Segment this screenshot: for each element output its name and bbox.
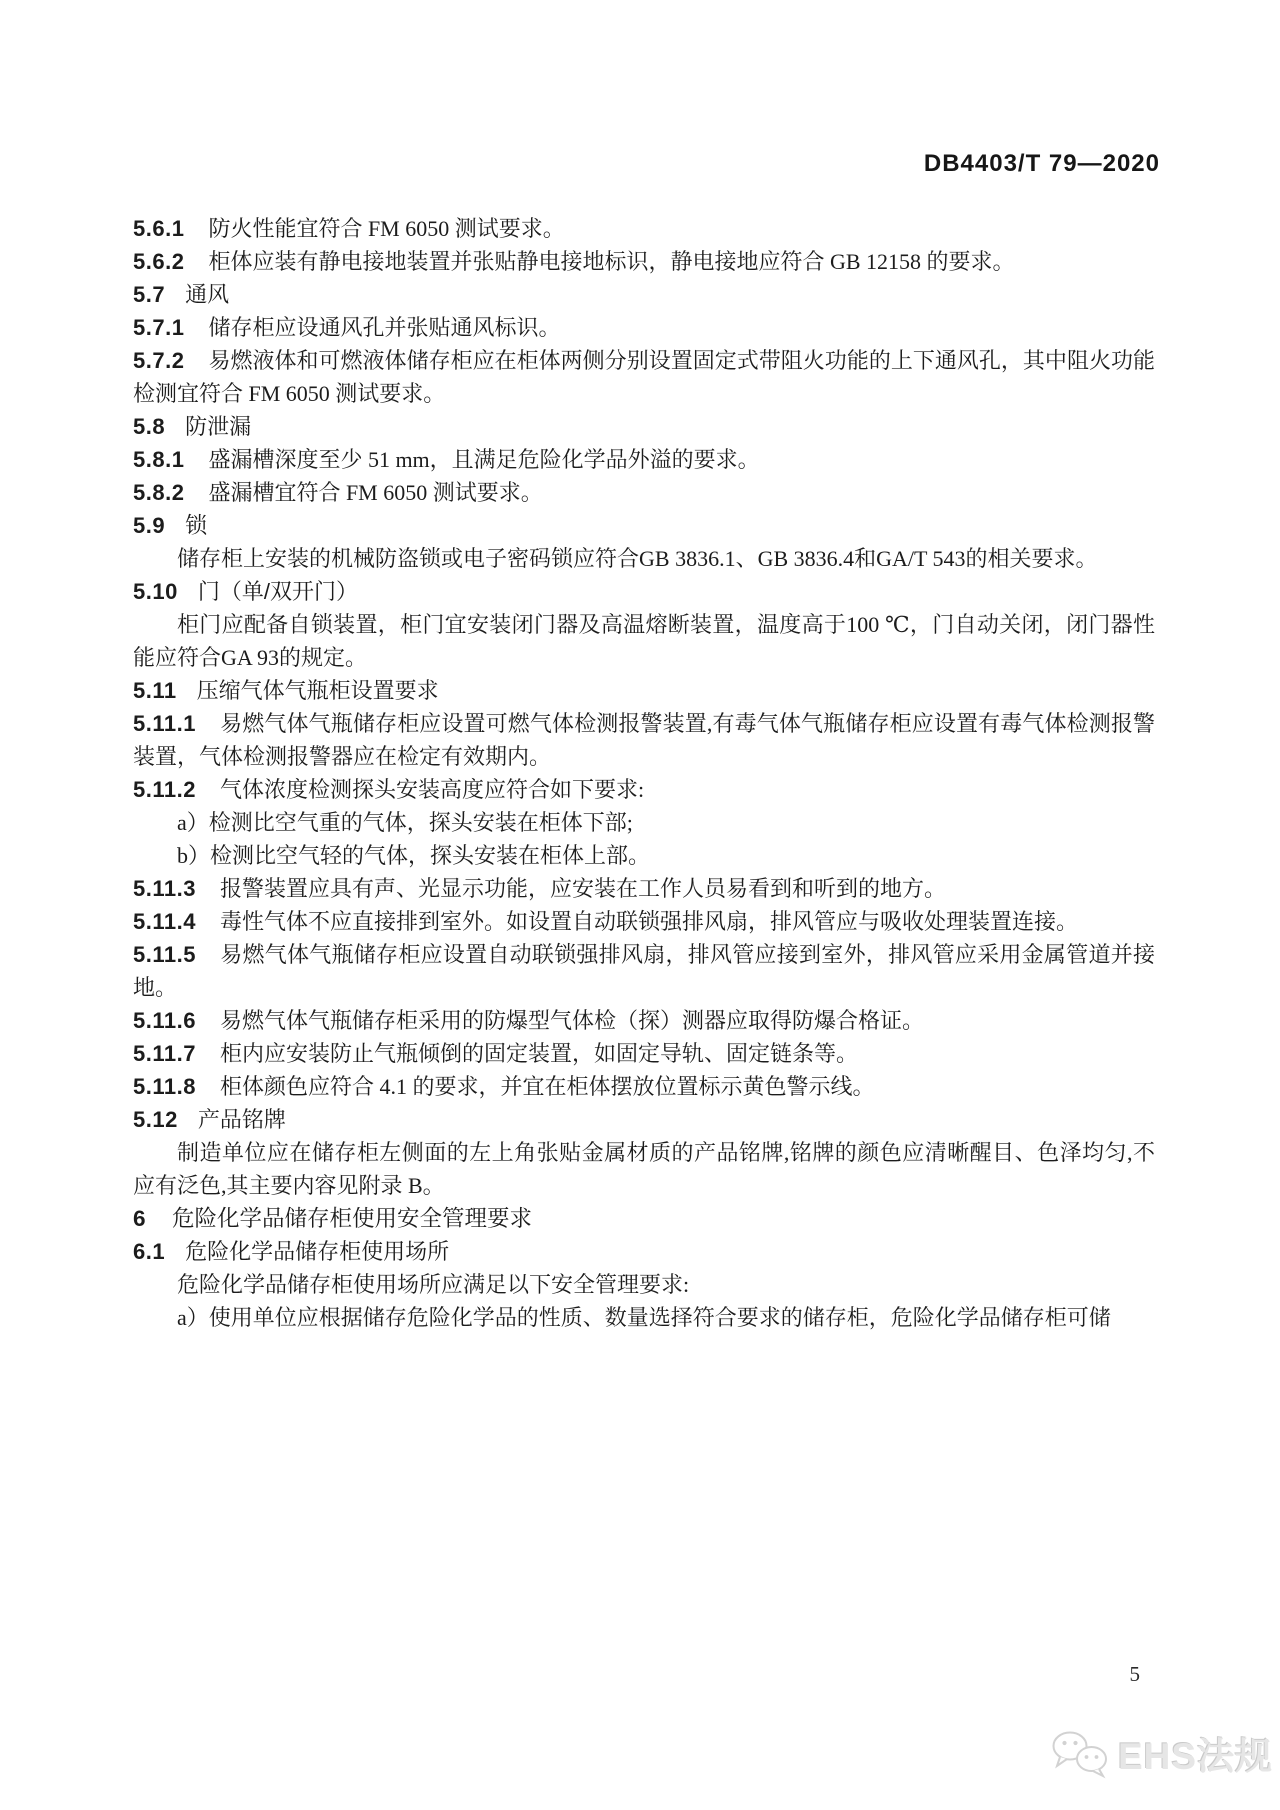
clause-text: 盛漏槽深度至少 51 mm，且满足危险化学品外溢的要求。 <box>208 447 760 472</box>
paragraph <box>133 1268 1155 1301</box>
clause <box>133 476 1155 509</box>
section-heading <box>133 674 1155 707</box>
clause-number: 5.7.1 <box>133 315 185 340</box>
clause <box>133 1004 1155 1037</box>
paragraph <box>133 608 1155 674</box>
standard-code-header: DB4403/T 79—2020 <box>923 150 1160 177</box>
page-number: 5 <box>1129 1662 1140 1686</box>
clause-text: 易燃气体气瓶储存柜采用的防爆型气体检（探）测器应取得防爆合格证。 <box>219 1008 924 1033</box>
section-heading-number: 5.10 <box>133 579 178 604</box>
clause <box>133 872 1155 905</box>
section-heading <box>133 1235 1155 1268</box>
section-heading-text: 危险化学品储存柜使用场所 <box>185 1239 450 1264</box>
section-heading-number: 5.11 <box>133 678 177 703</box>
clause <box>133 905 1155 938</box>
chapter-heading-number: 6 <box>133 1206 147 1231</box>
clause-number: 5.11.5 <box>133 942 196 967</box>
section-heading-text: 产品铭牌 <box>197 1107 286 1132</box>
watermark <box>1048 1726 1273 1780</box>
clause <box>133 1070 1155 1103</box>
paragraph <box>133 1136 1155 1202</box>
list-item-text: a）使用单位应根据储存危险化学品的性质、数量选择符合要求的储存柜，危险化学品储存柜可储 <box>177 1305 1111 1330</box>
paragraph-text: 制造单位应在储存柜左侧面的左上角张贴金属材质的产品铭牌,铭牌的颜色应清晰醒目、色泽均匀,不应有泛色,其主要内容见附录 B。 <box>133 1140 1155 1198</box>
clause-number: 5.7.2 <box>133 348 185 373</box>
clause-text: 易燃液体和可燃液体储存柜应在柜体两侧分别设置固定式带阻火功能的上下通风孔，其中阻火功能检测宜符合 FM 6050 测试要求。 <box>133 348 1155 406</box>
list-item <box>133 806 1155 839</box>
chapter-heading <box>133 1202 1155 1235</box>
clause <box>133 707 1155 773</box>
section-heading <box>133 1103 1155 1136</box>
list-item-text: b）检测比空气轻的气体，探头安装在柜体上部。 <box>177 843 651 868</box>
clause-number: 5.8.2 <box>133 480 185 505</box>
clause-text: 柜体应装有静电接地装置并张贴静电接地标识，静电接地应符合 GB 12158 的要求。 <box>208 249 1015 274</box>
clause-text: 毒性气体不应直接排到室外。如设置自动联锁强排风扇，排风管应与吸收处理装置连接。 <box>219 909 1078 934</box>
section-heading-number: 5.12 <box>133 1107 178 1132</box>
section-heading <box>133 410 1155 443</box>
chapter-heading-text: 危险化学品储存柜使用安全管理要求 <box>172 1206 533 1231</box>
paragraph-text: 储存柜上安装的机械防盗锁或电子密码锁应符合GB 3836.1、GB 3836.4和GA/T 543的相关要求。 <box>177 546 1098 571</box>
clause-text: 易燃气体气瓶储存柜应设置可燃气体检测报警装置,有毒气体气瓶储存柜应设置有毒气体检测报警装置，气体检测报警器应在检定有效期内。 <box>133 711 1155 769</box>
clause <box>133 245 1155 278</box>
paragraph <box>133 542 1155 575</box>
clause-number: 5.8.1 <box>133 447 185 472</box>
section-heading-text: 通风 <box>185 282 230 307</box>
section-heading-number: 5.8 <box>133 414 166 439</box>
document-body <box>133 212 1155 1334</box>
section-heading <box>133 278 1155 311</box>
section-heading-number: 6.1 <box>133 1239 166 1264</box>
clause-text: 储存柜应设通风孔并张贴通风标识。 <box>208 315 561 340</box>
section-heading-text: 锁 <box>185 513 208 538</box>
clause-number: 5.11.4 <box>133 909 196 934</box>
clause <box>133 212 1155 245</box>
list-item-text: a）检测比空气重的气体，探头安装在柜体下部; <box>177 810 633 835</box>
section-heading-text: 压缩气体气瓶柜设置要求 <box>196 678 439 703</box>
list-item <box>133 839 1155 872</box>
clause <box>133 773 1155 806</box>
section-heading-number: 5.7 <box>133 282 166 307</box>
clause-number: 5.11.8 <box>133 1074 196 1099</box>
section-heading-text: 门（单/双开门） <box>197 579 358 604</box>
wechat-icon <box>1048 1727 1112 1779</box>
clause <box>133 938 1155 1004</box>
section-heading-text: 防泄漏 <box>185 414 252 439</box>
clause-number: 5.11.6 <box>133 1008 196 1033</box>
list-item <box>133 1301 1155 1334</box>
clause-number: 5.11.2 <box>133 777 196 802</box>
clause-number: 5.6.2 <box>133 249 185 274</box>
clause-text: 气体浓度检测探头安装高度应符合如下要求: <box>219 777 645 802</box>
clause-number: 5.11.1 <box>133 711 196 736</box>
watermark-label: EHS法规 <box>1118 1736 1274 1777</box>
clause-text: 防火性能宜符合 FM 6050 测试要求。 <box>208 216 565 241</box>
clause-text: 盛漏槽宜符合 FM 6050 测试要求。 <box>208 480 543 505</box>
clause-number: 5.6.1 <box>133 216 185 241</box>
clause <box>133 344 1155 410</box>
clause-text: 报警装置应具有声、光显示功能，应安装在工作人员易看到和听到的地方。 <box>219 876 946 901</box>
section-heading-number: 5.9 <box>133 513 166 538</box>
clause-text: 柜内应安装防止气瓶倾倒的固定装置，如固定导轨、固定链条等。 <box>219 1041 858 1066</box>
paragraph-text: 危险化学品储存柜使用场所应满足以下安全管理要求: <box>177 1272 690 1297</box>
clause-number: 5.11.3 <box>133 876 196 901</box>
section-heading <box>133 509 1155 542</box>
clause <box>133 311 1155 344</box>
clause <box>133 1037 1155 1070</box>
clause-text: 柜体颜色应符合 4.1 的要求，并宜在柜体摆放位置标示黄色警示线。 <box>219 1074 875 1099</box>
clause-text: 易燃气体气瓶储存柜应设置自动联锁强排风扇，排风管应接到室外，排风管应采用金属管道并接地。 <box>133 942 1155 1000</box>
section-heading <box>133 575 1155 608</box>
paragraph-text: 柜门应配备自锁装置，柜门宜安装闭门器及高温熔断装置，温度高于100 ℃，门自动关闭，闭门器性能应符合GA 93的规定。 <box>133 612 1155 670</box>
clause-number: 5.11.7 <box>133 1041 196 1066</box>
clause <box>133 443 1155 476</box>
